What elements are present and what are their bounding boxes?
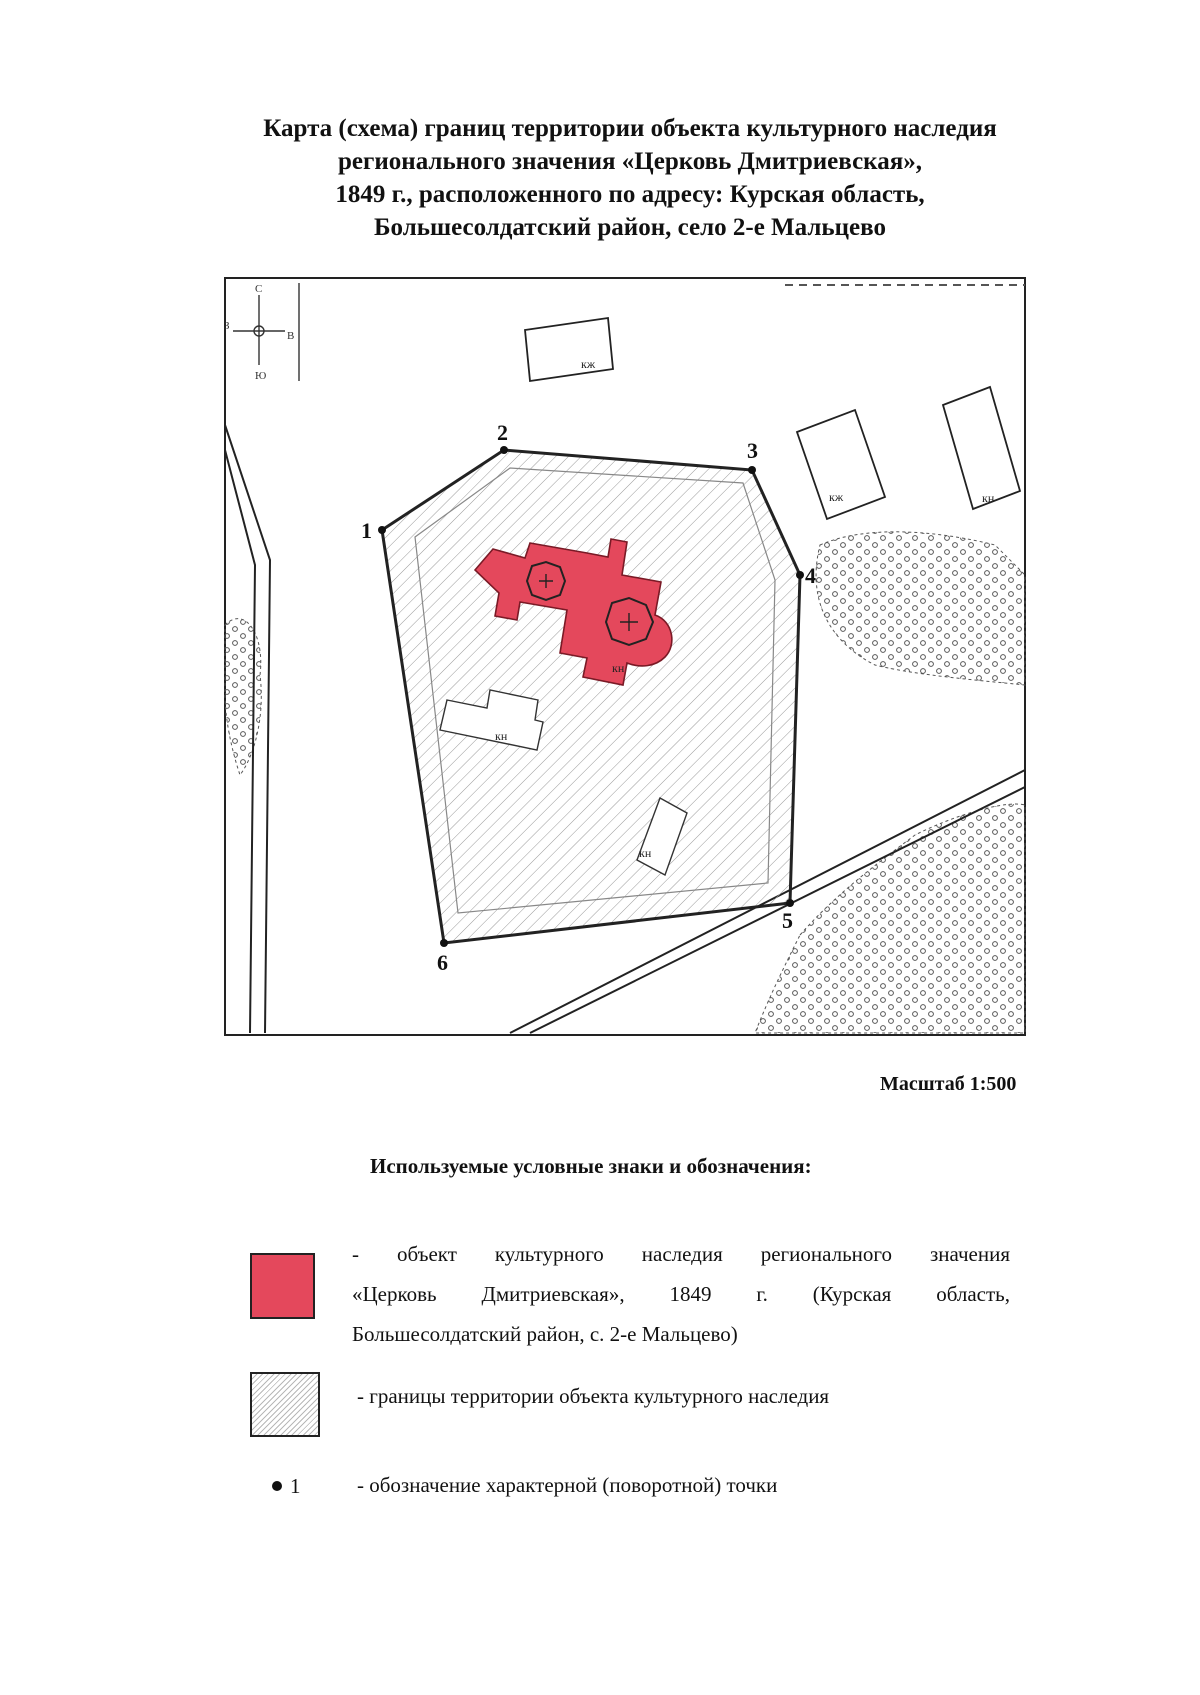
compass-south: Ю (255, 370, 267, 382)
legend-text-heritage-line-2: «Церковь Дмитриевская», 1849 г. (Курская область, (352, 1282, 1010, 1306)
legend-text-heritage-line-1: - объект культурного наследия регионального значения (352, 1242, 1010, 1266)
territory-boundary (382, 450, 800, 943)
title-line-3: 1849 г., расположенного по адресу: Курская область, (335, 181, 925, 208)
turning-point-5 (786, 899, 794, 907)
point-label-4: 4 (805, 563, 816, 588)
turning-point-1 (378, 526, 386, 534)
legend-text-heritage-line-3: Большесолдатский район, с. 2-е Мальцево) (352, 1322, 738, 1346)
map-title (160, 112, 1100, 244)
point-label-6: 6 (437, 950, 448, 975)
legend-title: Используемые условные знаки и обозначения: (370, 1154, 812, 1178)
turning-point-2 (500, 446, 508, 454)
legend-point-number: 1 (290, 1474, 301, 1498)
building-kzh-top (525, 318, 613, 381)
label-kn-church: кн (612, 661, 625, 675)
compass-north: С (255, 283, 263, 295)
point-label-3: 3 (747, 438, 758, 463)
turning-point-6 (440, 939, 448, 947)
legend-text-territory: - границы территории объекта культурного наследия (357, 1384, 830, 1408)
legend-swatch-heritage-object (250, 1253, 315, 1319)
label-kn-right: кн (982, 491, 995, 505)
legend-point-symbol (272, 1466, 301, 1506)
compass-east: В (287, 330, 295, 342)
point-dot-icon (272, 1481, 282, 1491)
label-kzh-top: кж (581, 357, 596, 371)
map-scale: Масштаб 1:500 (880, 1073, 1017, 1095)
label-kn-small: кн (639, 846, 652, 860)
site-map (215, 275, 1035, 1045)
legend-swatch-territory (250, 1372, 320, 1437)
legend-text-point: - обозначение характерной (поворотной) точки (357, 1473, 778, 1497)
compass-west: З (224, 320, 230, 332)
title-line-2: регионального значения «Церковь Дмитриевская», (338, 148, 922, 175)
title-line-1: Карта (схема) границ территории объекта культурного наследия (263, 115, 997, 142)
legend-text-heritage-object (352, 1234, 1010, 1354)
title-line-4: Большесолдатский район, село 2-е Мальцево (374, 214, 886, 241)
label-kn-building: кн (495, 729, 508, 743)
point-label-2: 2 (497, 420, 508, 445)
turning-point-4 (796, 571, 804, 579)
turning-point-3 (748, 466, 756, 474)
point-label-5: 5 (782, 908, 793, 933)
point-label-1: 1 (361, 518, 372, 543)
label-kzh-right: кж (829, 490, 844, 504)
